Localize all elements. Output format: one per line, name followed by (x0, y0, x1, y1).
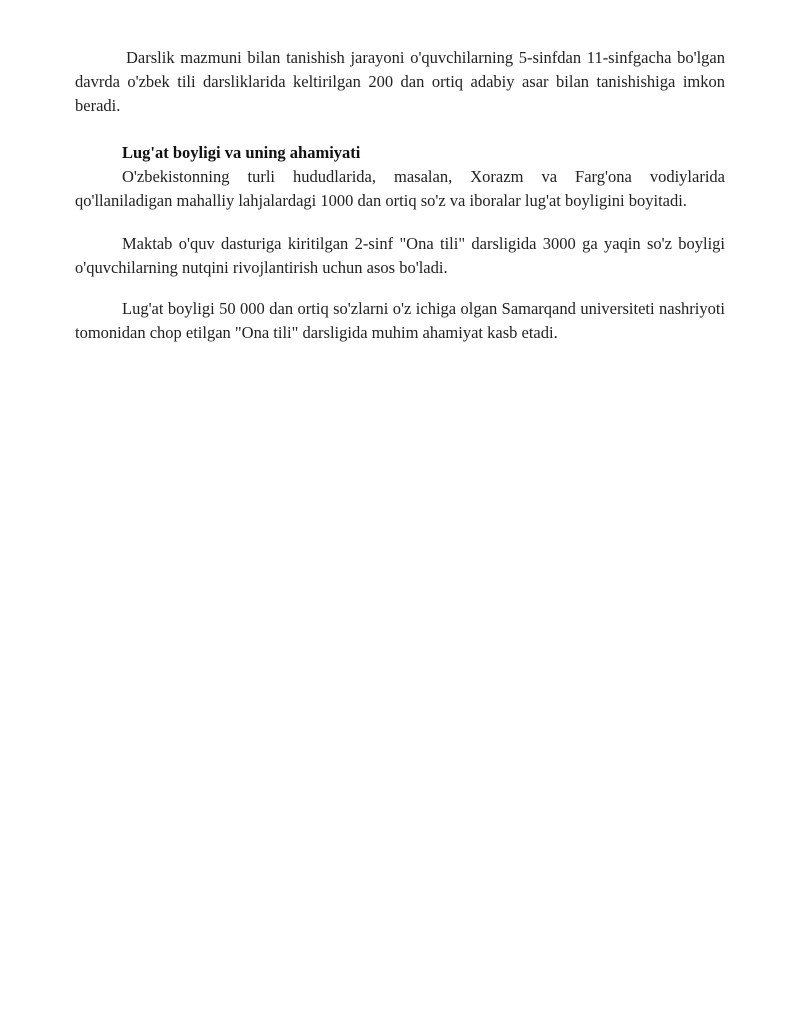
section-heading: Lug'at boyligi va uning ahamiyati (122, 143, 361, 162)
paragraph-dialects: O'zbekistonning turli hududlarida, masalan, Xorazm va Farg'ona vodiylarida qo'llaniladigan mahalliy lahjalardagi 1000 dan ortiq so'z va iboralar lug'at boyligini boyitadi. (75, 167, 725, 210)
paragraph-grade-2-textbook: Maktab o'quv dasturiga kiritilgan 2-sinf "Ona tili" darsligida 3000 ga yaqin so'z boyligi o'quvchilarning nutqini rivojlantirish uchun asos bo'ladi. (75, 234, 725, 277)
paragraph-intro: Darslik mazmuni bilan tanishish jarayoni o'quvchilarning 5-sinfdan 11-sinfgacha bo'lgan davrda o'zbek tili darsliklarida keltirilgan 200 dan ortiq adabiy asar bilan tanishishiga imkon beradi. (75, 48, 725, 115)
document-body (75, 46, 725, 345)
paragraph-samarkand-textbook: Lug'at boyligi 50 000 dan ortiq so'zlarni o'z ichiga olgan Samarqand universiteti nashriyoti tomonidan chop etilgan "Ona tili" darsligida muhim ahamiyat kasb etadi. (75, 299, 725, 342)
